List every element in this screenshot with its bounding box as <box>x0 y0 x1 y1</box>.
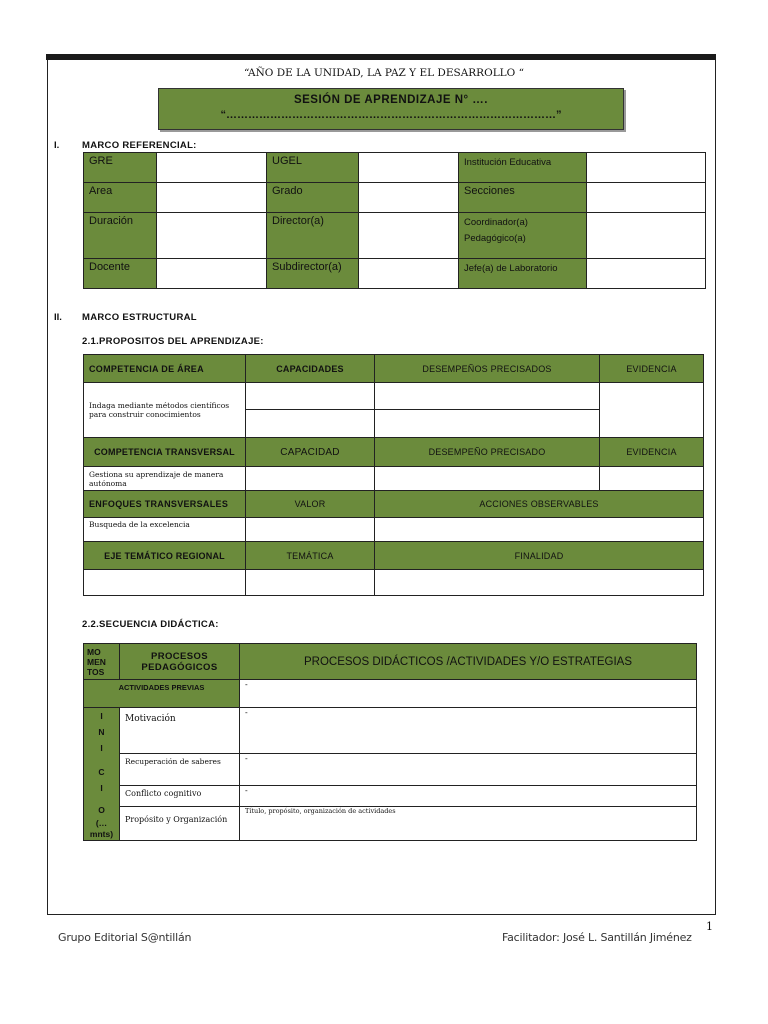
header-finalidad: FINALIDAD <box>375 542 704 570</box>
subsection-secuencia: 2.2.SECUENCIA DIDÁCTICA: <box>82 619 219 630</box>
proceso-recuperacion: Recuperación de saberes <box>120 754 240 785</box>
label-jefe: Jefe(a) de Laboratorio <box>459 259 587 289</box>
header-enfoques: ENFOQUES TRANSVERSALES <box>84 491 246 518</box>
field-subdirector[interactable] <box>359 259 459 289</box>
header-competencia-area: COMPETENCIA DE ÁREA <box>84 355 246 383</box>
field-ugel[interactable] <box>359 153 459 183</box>
competencia-area-text: Indaga mediante métodos científicos para construir conocimientos <box>84 383 246 438</box>
cell-desempeno-2[interactable] <box>375 410 600 438</box>
cell-recuperacion[interactable]: - <box>240 754 697 785</box>
subsection-propositos: 2.1.PROPOSITOS DEL APRENDIZAJE: <box>82 336 264 347</box>
header-valor: VALOR <box>246 491 375 518</box>
header-capacidad: CAPACIDAD <box>246 438 375 467</box>
proceso-proposito: Propósito y Organización <box>120 807 240 841</box>
session-title-box <box>158 88 624 130</box>
header-capacidades: CAPACIDADES <box>246 355 375 383</box>
header-procesos-pedagogicos: PROCESOS PEDAGÓGICOS <box>120 644 240 680</box>
label-institucion: Institución Educativa <box>459 153 587 183</box>
cell-conflicto[interactable]: - <box>240 785 697 807</box>
footer-left: Grupo Editorial S@ntillán <box>58 931 192 944</box>
label-secciones: Secciones <box>459 183 587 213</box>
session-title: SESIÓN DE APRENDIZAJE N° …. <box>293 94 489 106</box>
header-eje: EJE TEMÁTICO REGIONAL <box>84 542 246 570</box>
inicio-letter: N <box>98 727 105 737</box>
cell-desempeno-1[interactable] <box>375 383 600 410</box>
marco-referencial-table <box>83 152 706 289</box>
momento-inicio <box>84 708 120 841</box>
label-grado: Grado <box>267 183 359 213</box>
cell-capacidad-1[interactable] <box>246 383 375 410</box>
cell-motivacion[interactable]: - <box>240 708 697 754</box>
cell-capacidad-2[interactable] <box>246 410 375 438</box>
section-1-number: I. <box>54 140 60 151</box>
header-desempeno: DESEMPEÑO PRECISADO <box>375 438 600 467</box>
field-gre[interactable] <box>157 153 267 183</box>
field-institucion[interactable] <box>587 153 706 183</box>
inicio-letters <box>84 708 119 818</box>
header-procesos-didacticos: PROCESOS DIDÁCTICOS /ACTIVIDADES Y/O ESTRATEGIAS <box>240 644 697 680</box>
section-1-title: MARCO REFERENCIAL: <box>82 140 197 151</box>
cell-capacidad-trans[interactable] <box>246 467 375 491</box>
inicio-letter: O <box>98 805 105 815</box>
cell-actividades-previas[interactable]: - <box>240 680 697 708</box>
label-docente: Docente <box>84 259 157 289</box>
header-momentos: MO MEN TOS <box>84 644 120 680</box>
label-ugel: UGEL <box>267 153 359 183</box>
label-coordinador: Coordinador(a) Pedagógico(a) <box>459 213 587 259</box>
propositos-table <box>83 354 704 596</box>
field-area[interactable] <box>157 183 267 213</box>
cell-finalidad[interactable] <box>375 570 704 596</box>
label-duracion: Duración <box>84 213 157 259</box>
label-area: Area <box>84 183 157 213</box>
cell-tematica[interactable] <box>246 570 375 596</box>
header-tematica: TEMÁTICA <box>246 542 375 570</box>
inicio-letter: I <box>100 743 103 753</box>
cell-valor[interactable] <box>246 518 375 542</box>
section-2-number: II. <box>54 312 62 323</box>
label-director: Director(a) <box>267 213 359 259</box>
header-acciones: ACCIONES OBSERVABLES <box>375 491 704 518</box>
session-subtitle: “………………………………………………………………………………” <box>220 109 562 121</box>
field-secciones[interactable] <box>587 183 706 213</box>
motto: “AÑO DE LA UNIDAD, LA PAZ Y EL DESARROLLO “ <box>244 67 524 79</box>
proceso-motivacion: Motivación <box>120 708 240 754</box>
cell-evidencia-1[interactable] <box>600 383 704 438</box>
cell-desempeno-trans[interactable] <box>375 467 600 491</box>
field-grado[interactable] <box>359 183 459 213</box>
field-coordinador[interactable] <box>587 213 706 259</box>
cell-acciones[interactable] <box>375 518 704 542</box>
field-director[interactable] <box>359 213 459 259</box>
actividades-previas: ACTIVIDADES PREVIAS <box>84 680 240 708</box>
proceso-conflicto: Conflicto cognitivo <box>120 785 240 807</box>
inicio-letter: I <box>100 783 103 793</box>
header-evidencia: EVIDENCIA <box>600 355 704 383</box>
inicio-letter: I <box>100 711 103 721</box>
secuencia-table <box>83 643 697 841</box>
cell-evidencia-trans[interactable] <box>600 467 704 491</box>
footer-right: Facilitador: José L. Santillán Jiménez <box>502 931 692 944</box>
cell-eje[interactable] <box>84 570 246 596</box>
field-docente[interactable] <box>157 259 267 289</box>
inicio-time: (… mnts) <box>89 818 114 839</box>
competencia-transversal-text: Gestiona su aprendizaje de manera autónoma <box>84 467 246 491</box>
page-number: 1 <box>706 920 713 933</box>
header-desempenos: DESEMPEÑOS PRECISADOS <box>375 355 600 383</box>
label-subdirector: Subdirector(a) <box>267 259 359 289</box>
cell-proposito[interactable]: Título, propósito, organización de actividades <box>240 807 697 841</box>
enfoque-text: Busqueda de la excelencia <box>84 518 246 542</box>
header-evidencia-2: EVIDENCIA <box>600 438 704 467</box>
label-gre: GRE <box>84 153 157 183</box>
section-2-title: MARCO ESTRUCTURAL <box>82 312 197 323</box>
field-jefe[interactable] <box>587 259 706 289</box>
field-duracion[interactable] <box>157 213 267 259</box>
header-competencia-transversal: COMPETENCIA TRANSVERSAL <box>84 438 246 467</box>
inicio-letter: C <box>98 767 105 777</box>
